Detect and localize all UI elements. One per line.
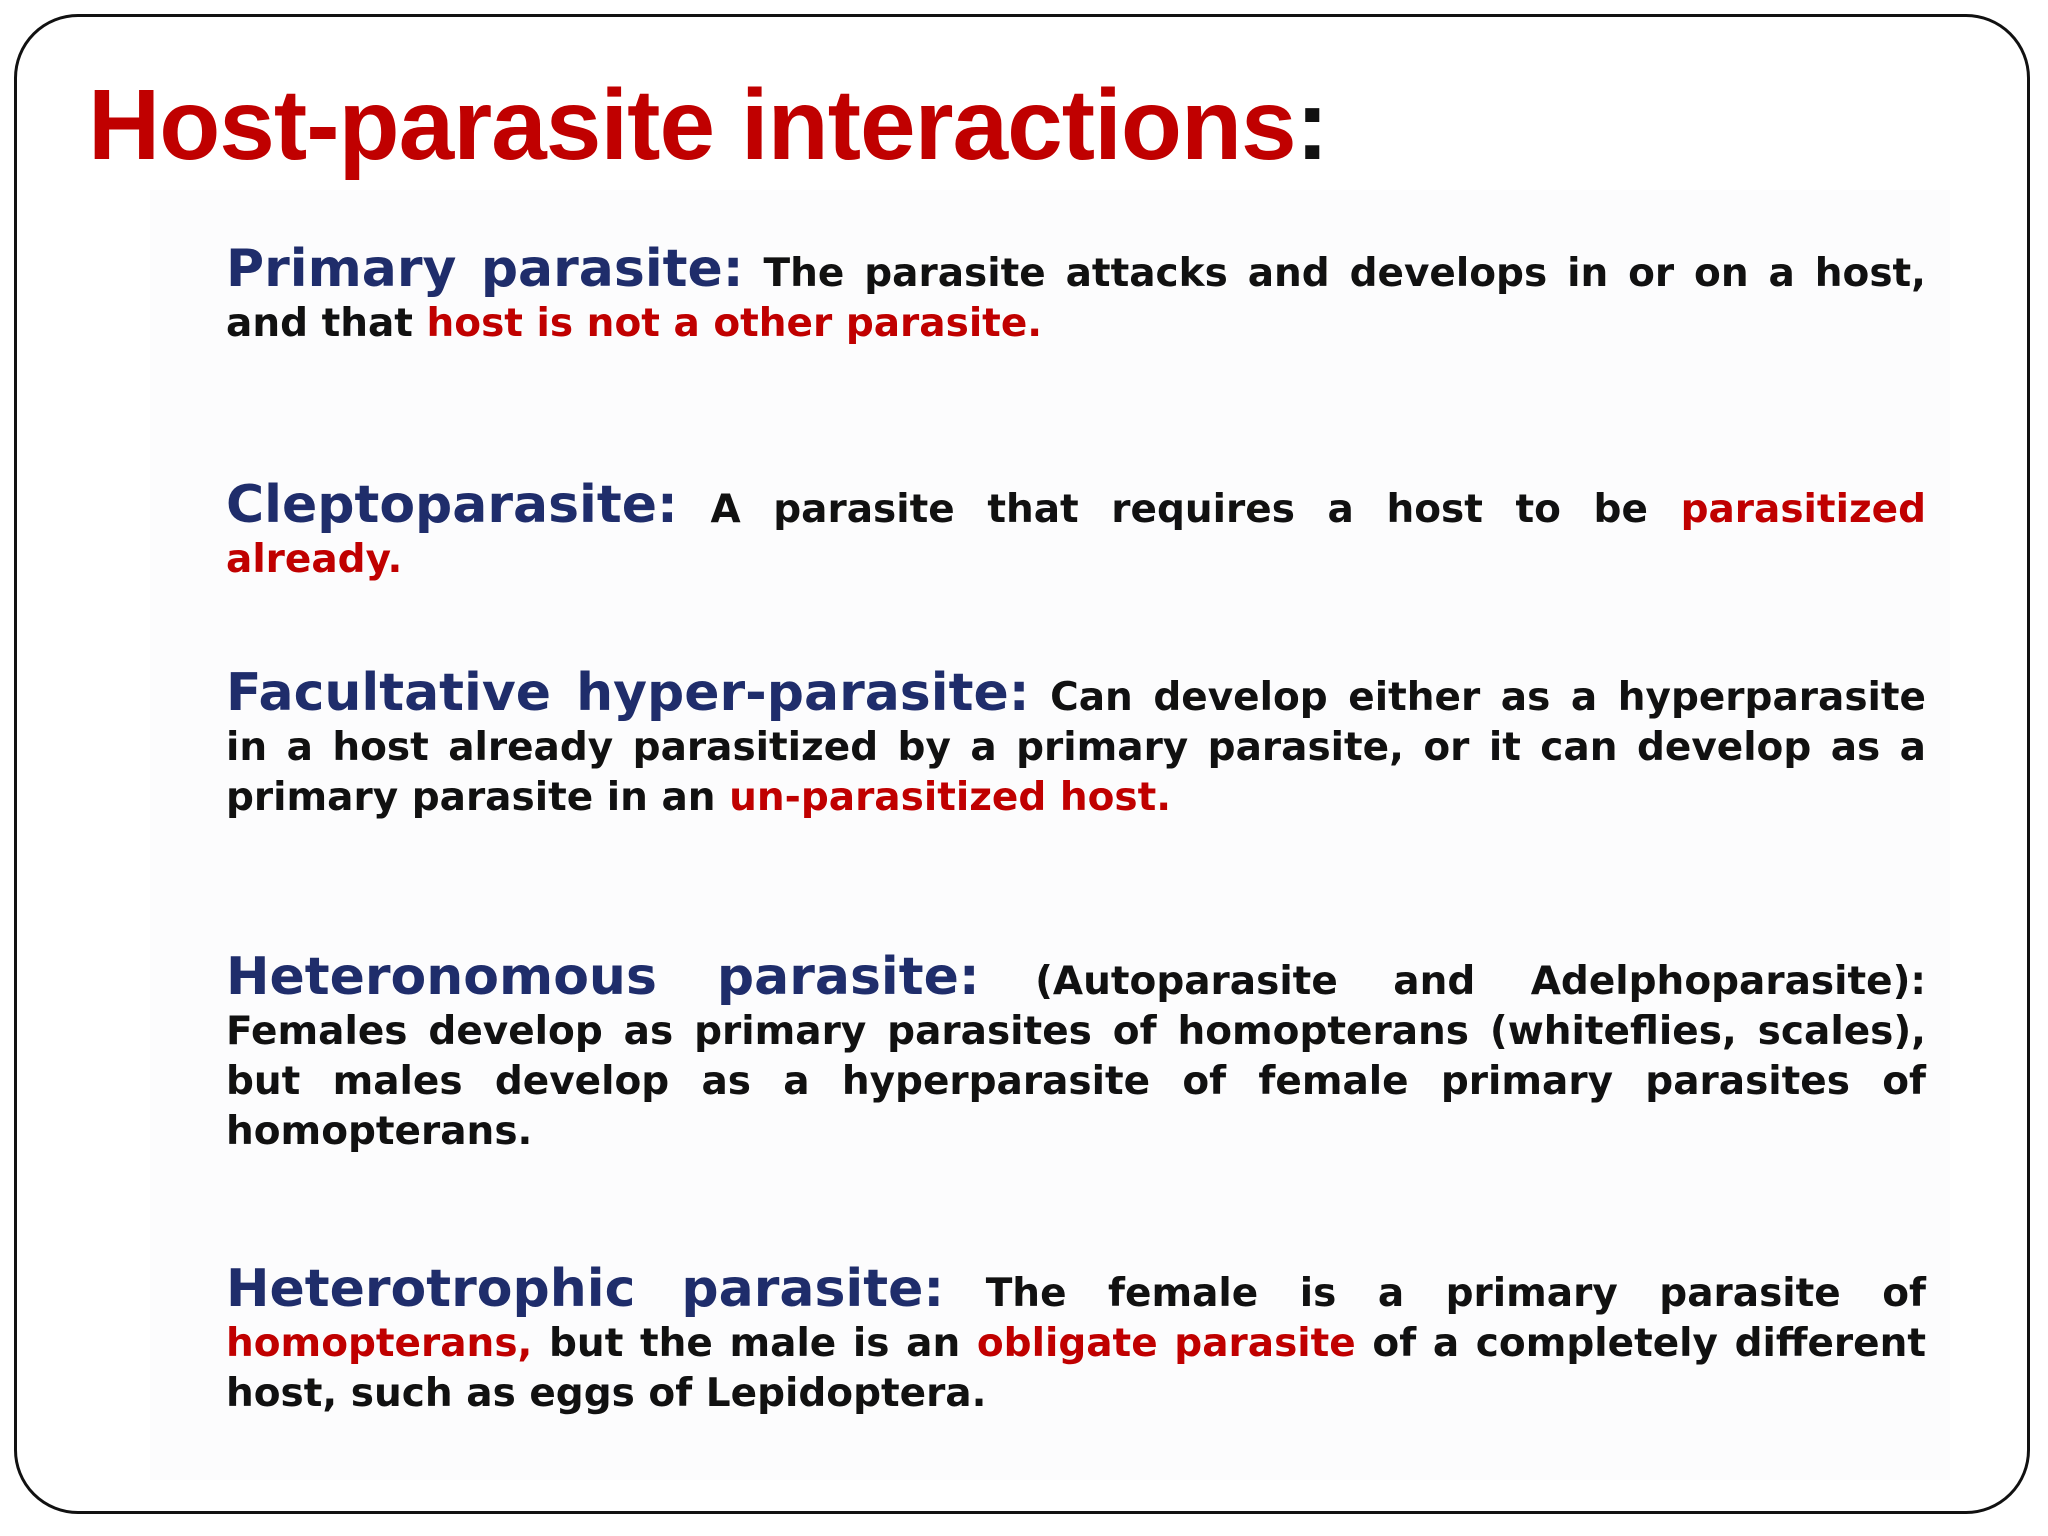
entry-cleptoparasite (226, 475, 1927, 585)
slide-title (88, 68, 1328, 183)
definition-highlight: host is not a other parasite. (426, 301, 1043, 346)
term-label: Cleptoparasite: (226, 475, 678, 535)
entry-heterotrophic-parasite (226, 1259, 1927, 1419)
title-text: Host-parasite interactions (88, 69, 1296, 181)
definition-highlight: parasitized already. (226, 487, 1927, 582)
definition-text: A parasite that requires a host to be (710, 487, 1648, 532)
term-label: Heteronomous parasite: (226, 947, 980, 1007)
term-label: Facultative hyper-parasite: (226, 663, 1030, 723)
entry-facultative-hyper-parasite (226, 663, 1927, 823)
entry-primary-parasite (226, 239, 1926, 349)
definition-highlight: homopterans, (226, 1321, 533, 1366)
entry-heteronomous-parasite (226, 947, 1926, 1157)
definition-text: The parasite attacks and develops in or on a host, and that (226, 251, 1926, 346)
title-colon: : (1295, 69, 1328, 181)
definition-text: The female is a primary parasite of (985, 1271, 1927, 1316)
definition-highlight: un-parasitized host. (729, 775, 1172, 820)
term-label: Primary parasite: (226, 239, 744, 299)
definition-text: but the male is an (549, 1321, 961, 1366)
definition-text: of a completely different host, such as eggs of Lepidoptera. (226, 1321, 1927, 1416)
definition-highlight: obligate parasite (976, 1321, 1356, 1366)
definition-text: (Autoparasite and Adelphoparasite): Females develop as primary parasites of homopterans (whiteflies, scales), but males develop as a hyperparasite of female primary parasites of homopterans. (226, 959, 1926, 1154)
term-label: Heterotrophic parasite: (226, 1259, 945, 1319)
definition-text: Can develop either as a hyperparasite in a host already parasitized by a primary parasite, or it can develop as a primary parasite in an (226, 675, 1927, 820)
